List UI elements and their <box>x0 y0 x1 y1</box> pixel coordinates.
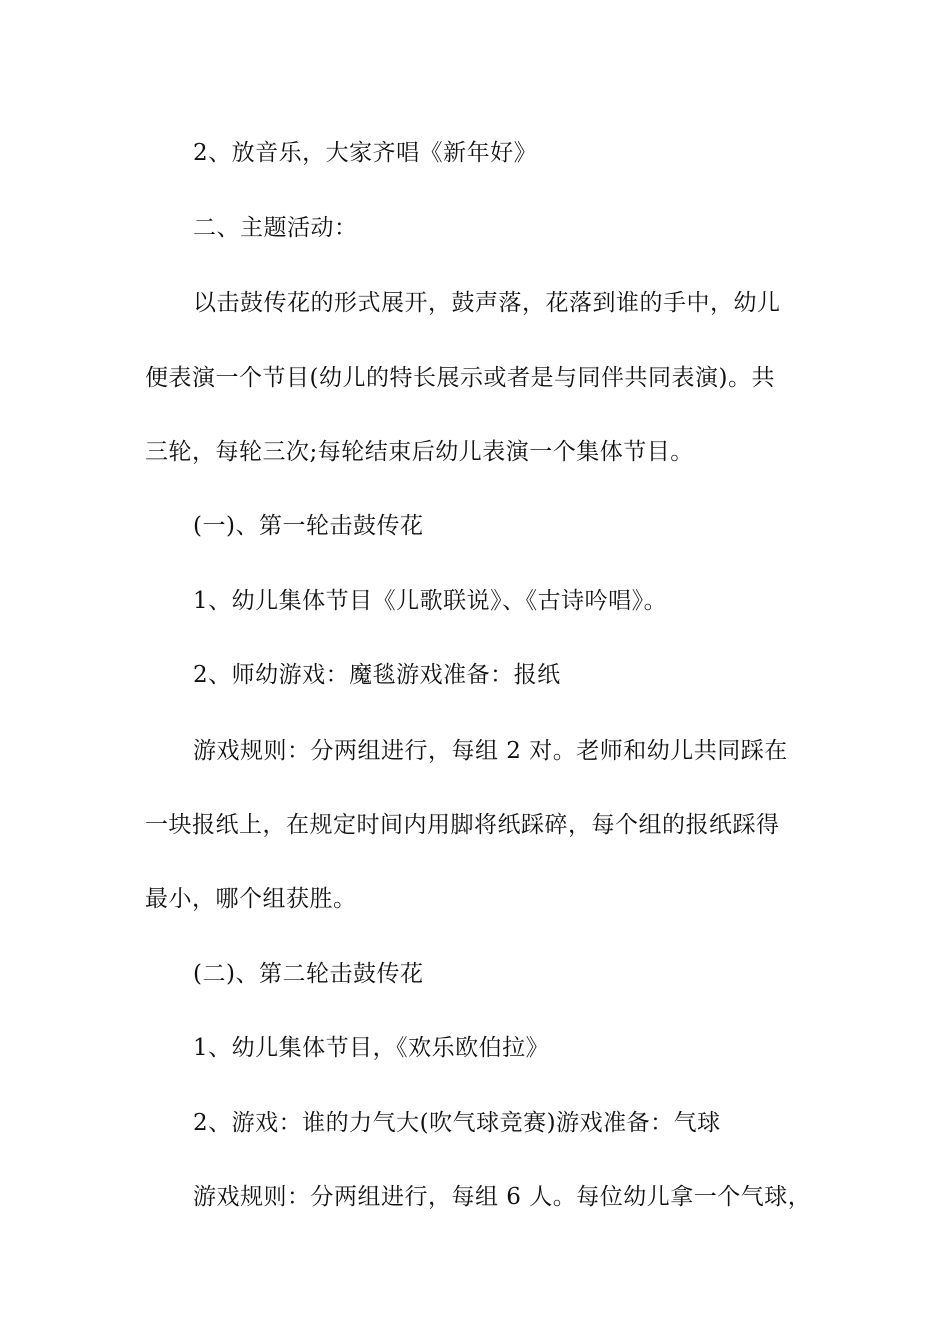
paragraph-line: 1、幼儿集体节目，《欢乐欧伯拉》 <box>193 1035 550 1061</box>
subsection-heading: (一)、第一轮击鼓传花 <box>193 513 424 539</box>
subsection-heading: (二)、第二轮击鼓传花 <box>193 961 424 987</box>
paragraph-line: 一块报纸上，在规定时间内用脚将纸踩碎，每个组的报纸踩得 <box>145 812 780 838</box>
paragraph-line: 2、游戏：谁的力气大(吹气球竞赛)游戏准备：气球 <box>193 1110 721 1136</box>
paragraph-line: 三轮，每轮三次;每轮结束后幼儿表演一个集体节目。 <box>145 439 694 465</box>
paragraph-line: 最小，哪个组获胜。 <box>145 886 357 912</box>
paragraph-line: 2、放音乐，大家齐唱《新年好》 <box>193 140 538 166</box>
paragraph-line: 以击鼓传花的形式展开，鼓声落，花落到谁的手中，幼儿 <box>193 290 781 316</box>
paragraph-line: 便表演一个节目(幼儿的特长展示或者是与同伴共同表演)。共 <box>145 365 775 391</box>
section-heading: 二、主题活动： <box>193 215 358 241</box>
paragraph-line: 游戏规则：分两组进行，每组 6 人。每位幼儿拿一个气球， <box>193 1184 812 1210</box>
paragraph-line: 1、幼儿集体节目《儿歌联说》、《古诗吟唱》。 <box>193 588 668 614</box>
paragraph-line: 2、师幼游戏：魔毯游戏准备：报纸 <box>193 662 561 688</box>
paragraph-line: 游戏规则：分两组进行，每组 2 对。老师和幼儿共同踩在 <box>193 738 788 764</box>
